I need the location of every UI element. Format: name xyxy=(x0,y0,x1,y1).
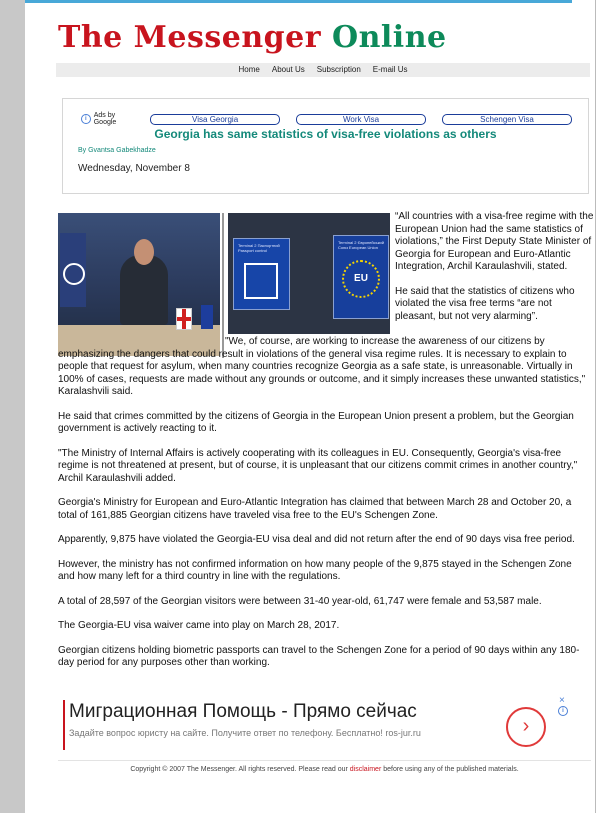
eu-stars-icon: EU xyxy=(342,260,380,298)
article-date: Wednesday, November 8 xyxy=(78,163,190,174)
right-border xyxy=(595,0,596,813)
footer-text-after: before using any of the published materials. xyxy=(381,766,519,773)
ad-info-icon[interactable]: i xyxy=(558,706,568,716)
ad-title[interactable]: Миграционная Помощь - Прямо сейчас xyxy=(69,701,417,722)
passport-control-sign xyxy=(233,238,290,310)
person-face xyxy=(134,239,154,265)
passport-sign-text: Terminal 2 Паспортний Passport control xyxy=(238,243,280,253)
logo-part-1: The Messenger xyxy=(58,20,322,55)
ads-row xyxy=(81,112,588,126)
eu-sign xyxy=(333,235,389,319)
ad-link-visa-georgia[interactable]: Visa Georgia xyxy=(150,114,280,125)
left-gutter xyxy=(0,0,25,813)
paragraph-4: Georgia's Ministry for European and Euro-Atlantic Integration has claimed that between March 28 and October 20, a total of 161,885 Georgian citizens have traveled visa free to the EU's Schengen Zone. xyxy=(58,497,572,521)
nav-item-home[interactable]: Home xyxy=(238,65,260,74)
ad-close-icon[interactable]: × xyxy=(559,695,565,706)
paragraph-7: A total of 28,597 of the Georgian visitors were between 31-40 year-old, 61,747 were female and 53,587 male. xyxy=(58,595,542,607)
top-nav xyxy=(56,63,590,77)
side-paragraph-2: He said that the statistics of citizens who violated the visa free terms “are not pleasant, but not very alarming”. xyxy=(395,285,575,322)
passport-officer-icon xyxy=(244,263,278,299)
paragraph-1: "We, of course, are working to increase the awareness of our citizens by emphasizing the dangers that could result in violations of the general visa regime rules. It is necessary to explain to people that request for asylum, when many countries recognize Georgia as a safe state, is unreasonable. Virtually in 100% of cases, requests are made without any grounds or outcome, and it simply increases these unwanted statistics," Karalashvili said. xyxy=(58,336,586,397)
footer-text-before: Copyright © 2007 The Messenger. All rights reserved. Please read our xyxy=(130,766,350,773)
page xyxy=(25,0,600,813)
paragraph-3: "The Ministry of Internal Affairs is actively cooperating with its colleagues in EU. Consequently, Georgia's visa-free regime is not threatened at present, but of course, it is unpleasant that our citizens commit crimes in another country," Archil Karaulashvili added. xyxy=(58,447,578,484)
eu-flag xyxy=(201,305,213,329)
disclaimer-link[interactable]: disclaimer xyxy=(349,766,382,773)
ad-link-work-visa[interactable]: Work Visa xyxy=(296,114,426,125)
nav-item-about[interactable]: About Us xyxy=(271,65,305,74)
photo-passport-control-signs xyxy=(228,213,390,334)
article-headline: Georgia has same statistics of visa-free violations as others xyxy=(154,127,497,141)
eu-sign-text: Terminal 2 Європейський Союз European Union xyxy=(338,240,384,250)
ad-subtitle[interactable]: Задайте вопрос юристу на сайте. Получите ответ по телефону. Бесплатно! ros-jur.ru xyxy=(69,728,421,738)
top-accent-line xyxy=(25,0,572,3)
paragraph-6: However, the ministry has not confirmed information on how many people of the 9,875 stayed in the Schengen Zone and how many left for a third country in line with the regulations. xyxy=(58,558,572,582)
article-byline: By Gvantsa Gabekhadze xyxy=(78,147,156,154)
photo-official-at-desk xyxy=(58,213,220,356)
ad-link-schengen-visa[interactable]: Schengen Visa xyxy=(442,114,572,125)
paragraph-2: He said that crimes committed by the citizens of Georgia in the European Union present a problem, but the Georgian government is actively reacting to it. xyxy=(58,410,574,434)
nav-item-subscription[interactable]: Subscription xyxy=(316,65,361,74)
paragraph-5: Apparently, 9,875 have violated the Georgia-EU visa deal and did not return after the end of 90 days visa free period. xyxy=(58,534,575,545)
banner-ad[interactable] xyxy=(63,695,575,755)
article-header-box xyxy=(62,98,589,194)
person-figure xyxy=(120,255,168,325)
ad-chevron-right-icon[interactable]: › xyxy=(506,707,546,747)
ads-label-text: Ads by Google xyxy=(93,112,117,126)
nav-item-email[interactable]: E-mail Us xyxy=(372,65,408,74)
ad-accent-bar xyxy=(63,700,65,750)
info-icon: i xyxy=(81,114,91,124)
ads-by-google[interactable] xyxy=(81,112,138,126)
side-paragraph-1: “All countries with a visa-free regime with the European Union had the same statistics of violations,” the First Deputy State Minister of Georgia for European and Euro-Atlantic Integration, Archil Karaulashvili, stated. xyxy=(395,211,594,272)
site-logo[interactable] xyxy=(58,20,447,55)
logo-part-2: Online xyxy=(331,20,447,55)
paragraph-8: The Georgia-EU visa waiver came into play on March 28, 2017. xyxy=(58,620,340,631)
article-body xyxy=(58,336,591,682)
paragraph-9: Georgian citizens holding biometric passports can travel to the Schengen Zone for a period of 90 days within any 180-day period for any purposes other than working. xyxy=(58,644,580,668)
georgian-flag xyxy=(176,308,192,330)
footer xyxy=(58,766,591,773)
nato-flag xyxy=(60,233,86,307)
footer-divider xyxy=(58,760,591,761)
article-side-text xyxy=(395,211,595,335)
